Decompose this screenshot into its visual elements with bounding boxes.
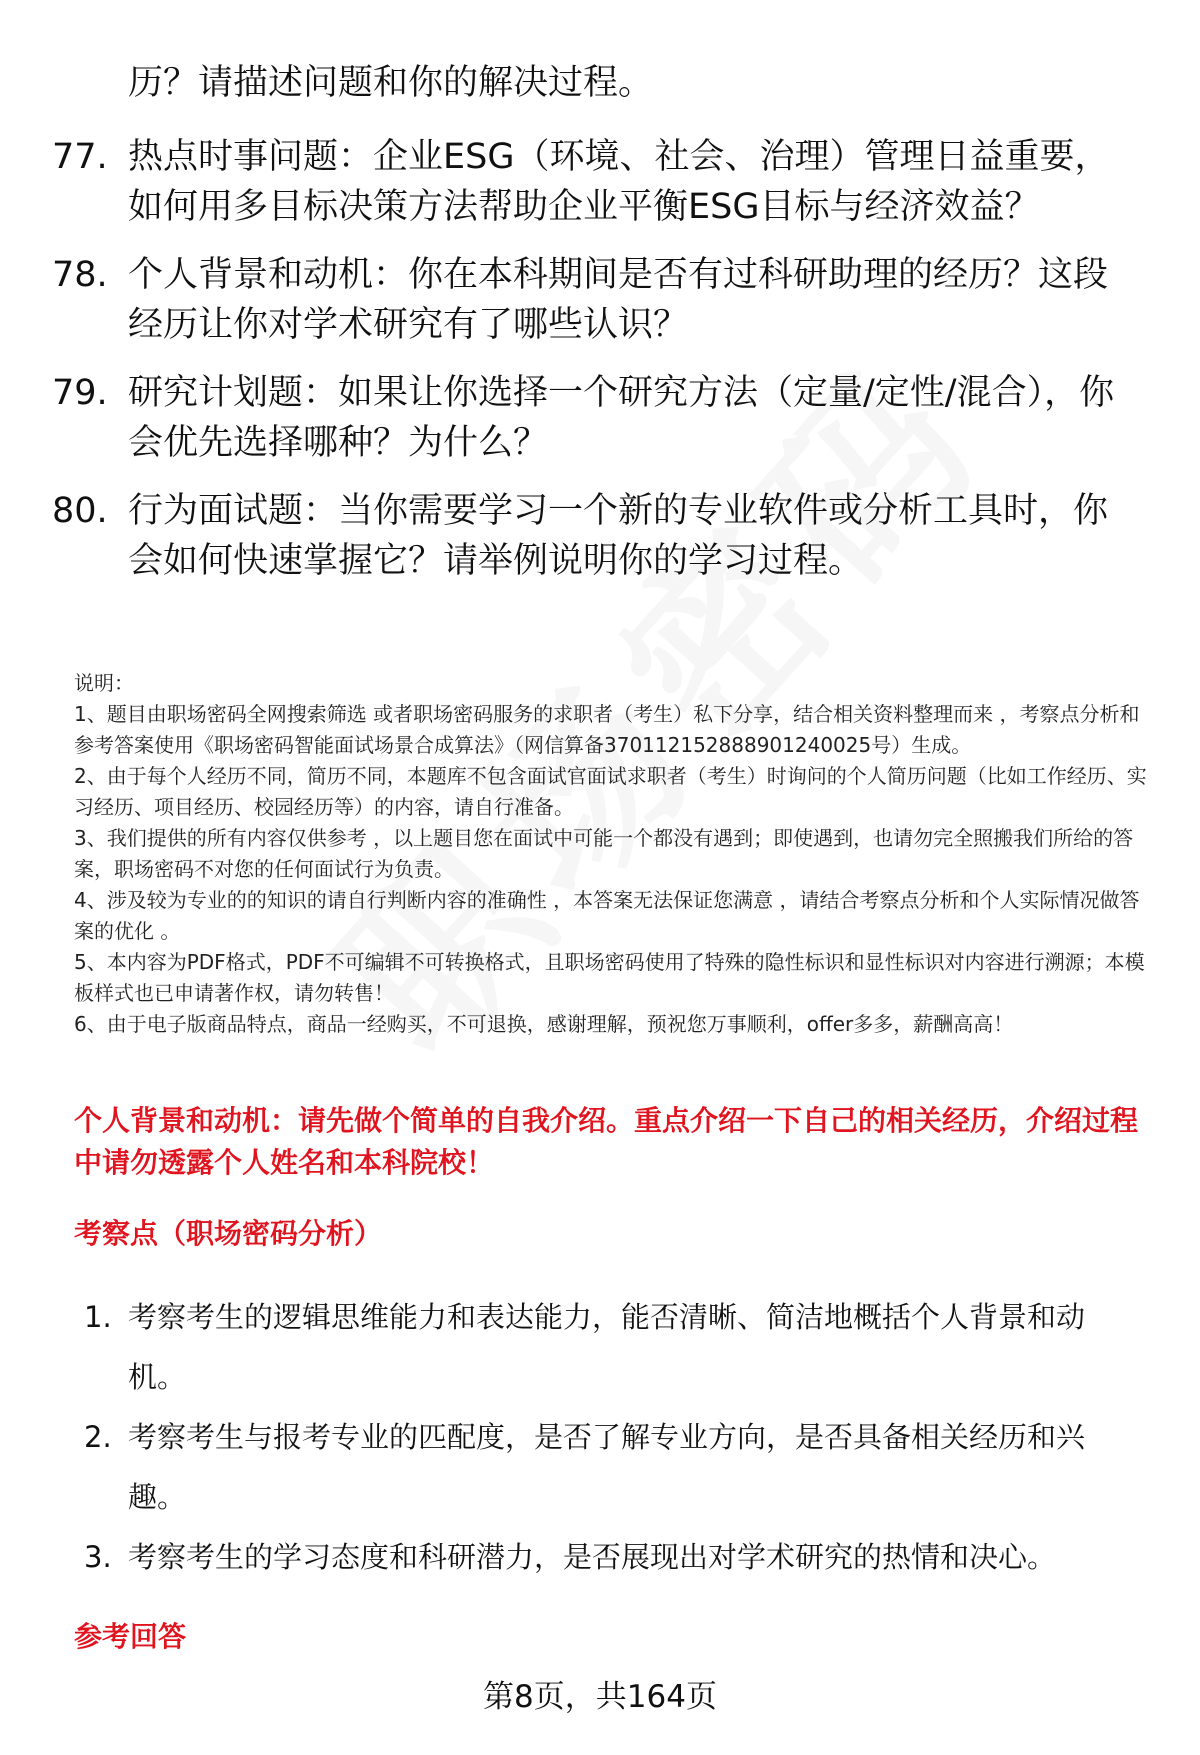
question-item <box>52 132 1152 232</box>
question-number: 77. <box>52 137 108 177</box>
point-text: 考察考生的逻辑思维能力和表达能力，能否清晰、简洁地概括个人背景和动机。 <box>128 1300 1086 1394</box>
question-text: 研究计划题：如果让你选择一个研究方法（定量/定性/混合），你会优先选择哪种？为什么？ <box>128 373 1115 463</box>
point-number: 1. <box>84 1300 112 1334</box>
question-number: 79. <box>52 373 108 413</box>
notes-title: 说明： <box>74 671 134 695</box>
kaocha-heading: 考察点（职场密码分析） <box>74 1217 383 1250</box>
notes-section <box>74 668 1159 1040</box>
note-item: 4、涉及较为专业的的知识的请自行判断内容的准确性 ，本答案无法保证您满意 ，请结合考察点分析和个人实际情况做答案的优化 。 <box>74 888 1140 943</box>
point-number: 2. <box>84 1420 112 1454</box>
question-text: 行为面试题：当你需要学习一个新的专业软件或分析工具时，你会如何快速掌握它？请举例说明你的学习过程。 <box>128 491 1109 581</box>
point-text: 考察考生与报考专业的匹配度，是否了解专业方向，是否具备相关经历和兴趣。 <box>128 1420 1086 1514</box>
question-item <box>52 486 1152 586</box>
question-item <box>52 368 1152 468</box>
question-item <box>52 250 1152 350</box>
kaocha-point <box>84 1287 1144 1407</box>
point-text: 考察考生的学习态度和科研潜力，是否展现出对学术研究的热情和决心。 <box>128 1540 1057 1574</box>
question-continuation: 历？请描述问题和你的解决过程。 <box>128 63 654 103</box>
featured-question: 个人背景和动机：请先做个简单的自我介绍。重点介绍一下自己的相关经历，介绍过程中请勿透露个人姓名和本科院校！ <box>74 1104 1139 1179</box>
question-number: 80. <box>52 491 108 531</box>
note-item: 3、我们提供的所有内容仅供参考 ，以上题目您在面试中可能一个都没有遇到；即使遇到，也请勿完全照搬我们所给的答案，职场密码不对您的任何面试行为负责。 <box>74 826 1134 881</box>
question-list <box>52 132 1152 604</box>
note-item: 6、由于电子版商品特点，商品一经购买，不可退换，感谢理解，预祝您万事顺利，offer多多，薪酬高高！ <box>74 1012 1014 1036</box>
answer-heading: 参考回答 <box>74 1620 187 1653</box>
point-number: 3. <box>84 1540 112 1574</box>
kaocha-point <box>84 1407 1144 1527</box>
kaocha-point <box>84 1527 1144 1587</box>
page-footer: 第8页，共164页 <box>483 1679 717 1715</box>
question-text: 热点时事问题：企业ESG（环境、社会、治理）管理日益重要，如何用多目标决策方法帮助企业平衡ESG目标与经济效益？ <box>128 137 1110 227</box>
note-item: 1、题目由职场密码全网搜索筛选 或者职场密码服务的求职者（考生）私下分享，结合相关资料整理而来 ，考察点分析和参考答案使用《职场密码智能面试场景合成算法》（网信算备370112152888901240025号）生成。 <box>74 702 1140 757</box>
question-text: 个人背景和动机：你在本科期间是否有过科研助理的经历？这段经历让你对学术研究有了哪些认识？ <box>128 255 1109 345</box>
kaocha-points <box>84 1287 1144 1587</box>
note-item: 5、本内容为PDF格式，PDF不可编辑不可转换格式，且职场密码使用了特殊的隐性标识和显性标识对内容进行溯源；本模板样式也已申请著作权，请勿转售！ <box>74 950 1145 1005</box>
note-item: 2、由于每个人经历不同，简历不同，本题库不包含面试官面试求职者（考生）时询问的个人简历问题（比如工作经历、实习经历、项目经历、校园经历等）的内容，请自行准备。 <box>74 764 1147 819</box>
question-number: 78. <box>52 255 108 295</box>
